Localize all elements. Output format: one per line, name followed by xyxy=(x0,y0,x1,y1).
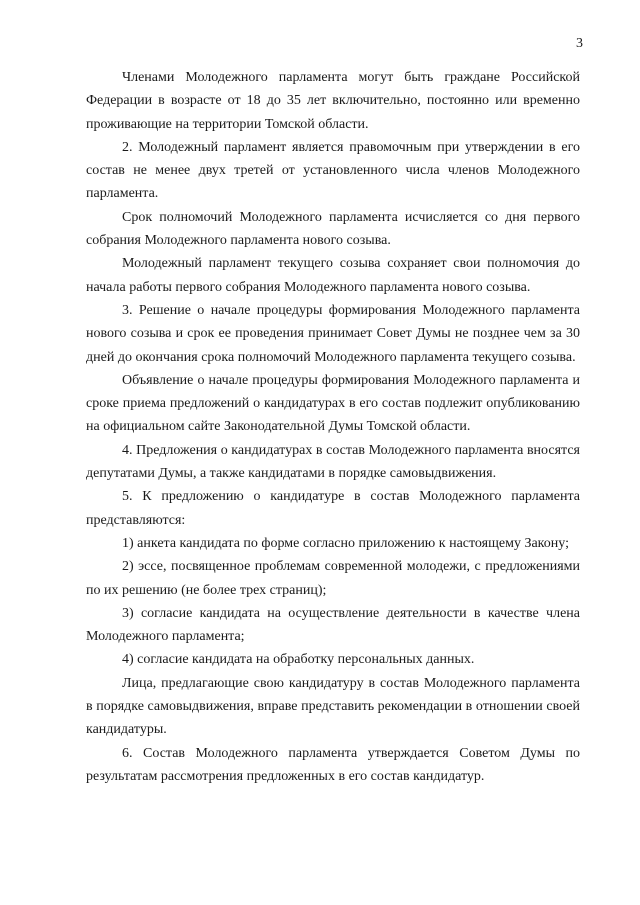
document-body xyxy=(86,66,580,788)
paragraph-term-start: Срок полномочий Молодежного парламента исчисляется со дня первого собрания Молодежного парламента нового созыва. xyxy=(86,209,580,249)
list-item-2-essay: 2) эссе, посвященное проблемам современной молодежи, с предложениями по их решению (не более трех страниц); xyxy=(86,559,580,598)
paragraph-5-documents: 5. К предложению о кандидатуре в состав Молодежного парламента представляются: xyxy=(86,489,580,528)
paragraph-members-eligibility: Членами Молодежного парламента могут быть граждане Российской Федерации в возрасте от 18 до 35 лет включительно, постоянно или временно проживающие на территории Томской области. xyxy=(86,70,580,132)
paragraph-4-nominations: 4. Предложения о кандидатурах в состав Молодежного парламента вносятся депутатами Думы, а также кандидатами в порядке самовыдвижения. xyxy=(86,442,580,482)
list-item-3-consent-activity: 3) согласие кандидата на осуществление деятельности в качестве члена Молодежного парламента; xyxy=(86,605,580,645)
paragraph-2-quorum: 2. Молодежный парламент является правомочным при утверждении в его состав не менее двух третей от установленного числа членов Молодежного парламента. xyxy=(86,139,580,202)
list-item-4-consent-data: 4) согласие кандидата на обработку персональных данных. xyxy=(122,652,475,668)
paragraph-term-continuation: Молодежный парламент текущего созыва сохраняет свои полномочия до начала работы первого собрания Молодежного парламента нового созыва. xyxy=(86,256,580,295)
paragraph-self-nomination: Лица, предлагающие свою кандидатуру в состав Молодежного парламента в порядке самовыдвижения, вправе представить рекомендации в отношении своей кандидатуры. xyxy=(86,675,580,738)
paragraph-3-formation-decision: 3. Решение о начале процедуры формирования Молодежного парламента нового созыва и срок ее проведения принимает Совет Думы не позднее чем за 30 дней до окончания срока полномочий Молодежного парламента текущего созыва. xyxy=(86,302,580,365)
paragraph-6-composition: 6. Состав Молодежного парламента утверждается Советом Думы по результатам рассмотрения предложенных в его состав кандидатур. xyxy=(86,745,580,784)
page-number: 3 xyxy=(576,36,583,51)
list-item-1-questionnaire: 1) анкета кандидата по форме согласно приложению к настоящему Закону; xyxy=(122,535,569,551)
paragraph-formation-announcement: Объявление о начале процедуры формирования Молодежного парламента и сроке приема предложений о кандидатурах в его состав подлежит опубликованию на официальном сайте Законодательной Думы Томской области. xyxy=(86,372,580,435)
